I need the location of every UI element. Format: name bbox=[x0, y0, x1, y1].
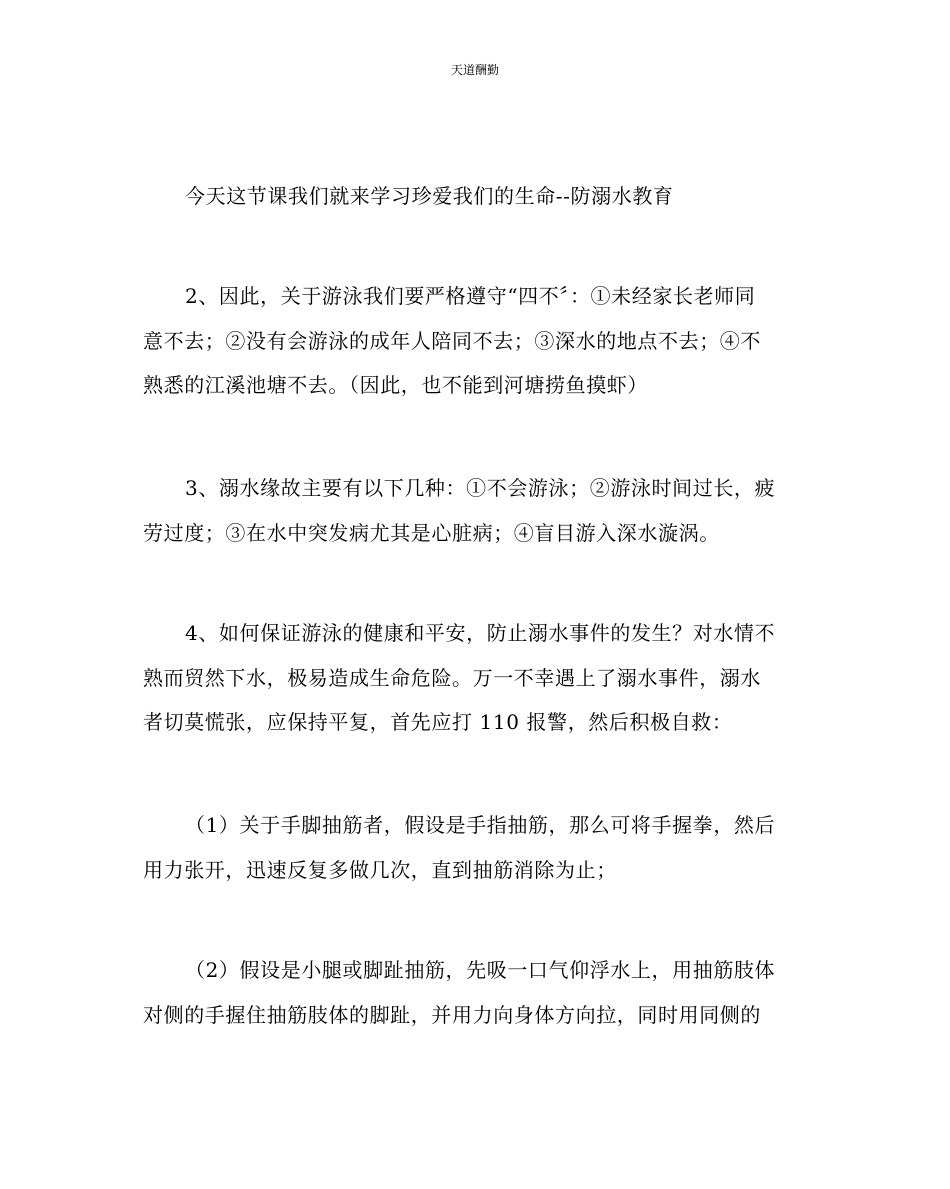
paragraph-line: 3、溺水缘故主要有以下几种：①不会游泳；②游泳时间过长，疲 bbox=[185, 476, 776, 500]
safety-guidance-paragraph bbox=[143, 611, 809, 745]
paragraph-line: 意不去；②没有会游泳的成年人陪同不去；③深水的地点不去；④不 bbox=[143, 328, 761, 353]
paragraph-line: 熟而贸然下水，极易造成生命危险。万一不幸遇上了溺水事件，溺水 bbox=[143, 665, 761, 690]
hand-cramp-paragraph bbox=[143, 803, 809, 892]
paragraph-line: 熟悉的江溪池塘不去。（因此，也不能到河塘捞鱼摸虾） bbox=[143, 373, 648, 397]
paragraph-line: 今天这节课我们就来学习珍爱我们的生命--防溺水教育 bbox=[185, 184, 674, 208]
paragraph-line: 劳过度；③在水中突发病尤其是心脏病；④盲目游入深水漩涡。 bbox=[143, 520, 720, 545]
intro-paragraph bbox=[143, 174, 809, 219]
paragraph-line: 2、因此，关于游泳我们要严格遵守“四不〞：①未经家长老师同 bbox=[185, 284, 756, 308]
paragraph-line: （2）假设是小腿或脚趾抽筋，先吸一口气仰浮水上，用抽筋肢体 bbox=[185, 958, 776, 982]
page-header: 天道酬勤 bbox=[450, 63, 499, 77]
paragraph-line: （1）关于手脚抽筋者，假设是手指抽筋，那么可将手握拳，然后 bbox=[185, 813, 776, 837]
paragraph-line: 4、如何保证游泳的健康和平安，防止溺水事件的发生？对水情不 bbox=[185, 621, 776, 645]
leg-cramp-paragraph bbox=[143, 948, 809, 1037]
rule-four-nots-paragraph bbox=[143, 274, 809, 408]
drowning-causes-paragraph bbox=[143, 466, 809, 555]
paragraph-line: 用力张开，迅速反复多做几次，直到抽筋消除为止； bbox=[143, 857, 617, 882]
paragraph-line: 者切莫慌张，应保持平复，首先应打 110 报警，然后积极自救： bbox=[143, 710, 733, 734]
paragraph-line: 对侧的手握住抽筋肢体的脚趾，并用力向身体方向拉，同时用同侧的 bbox=[143, 1002, 761, 1027]
